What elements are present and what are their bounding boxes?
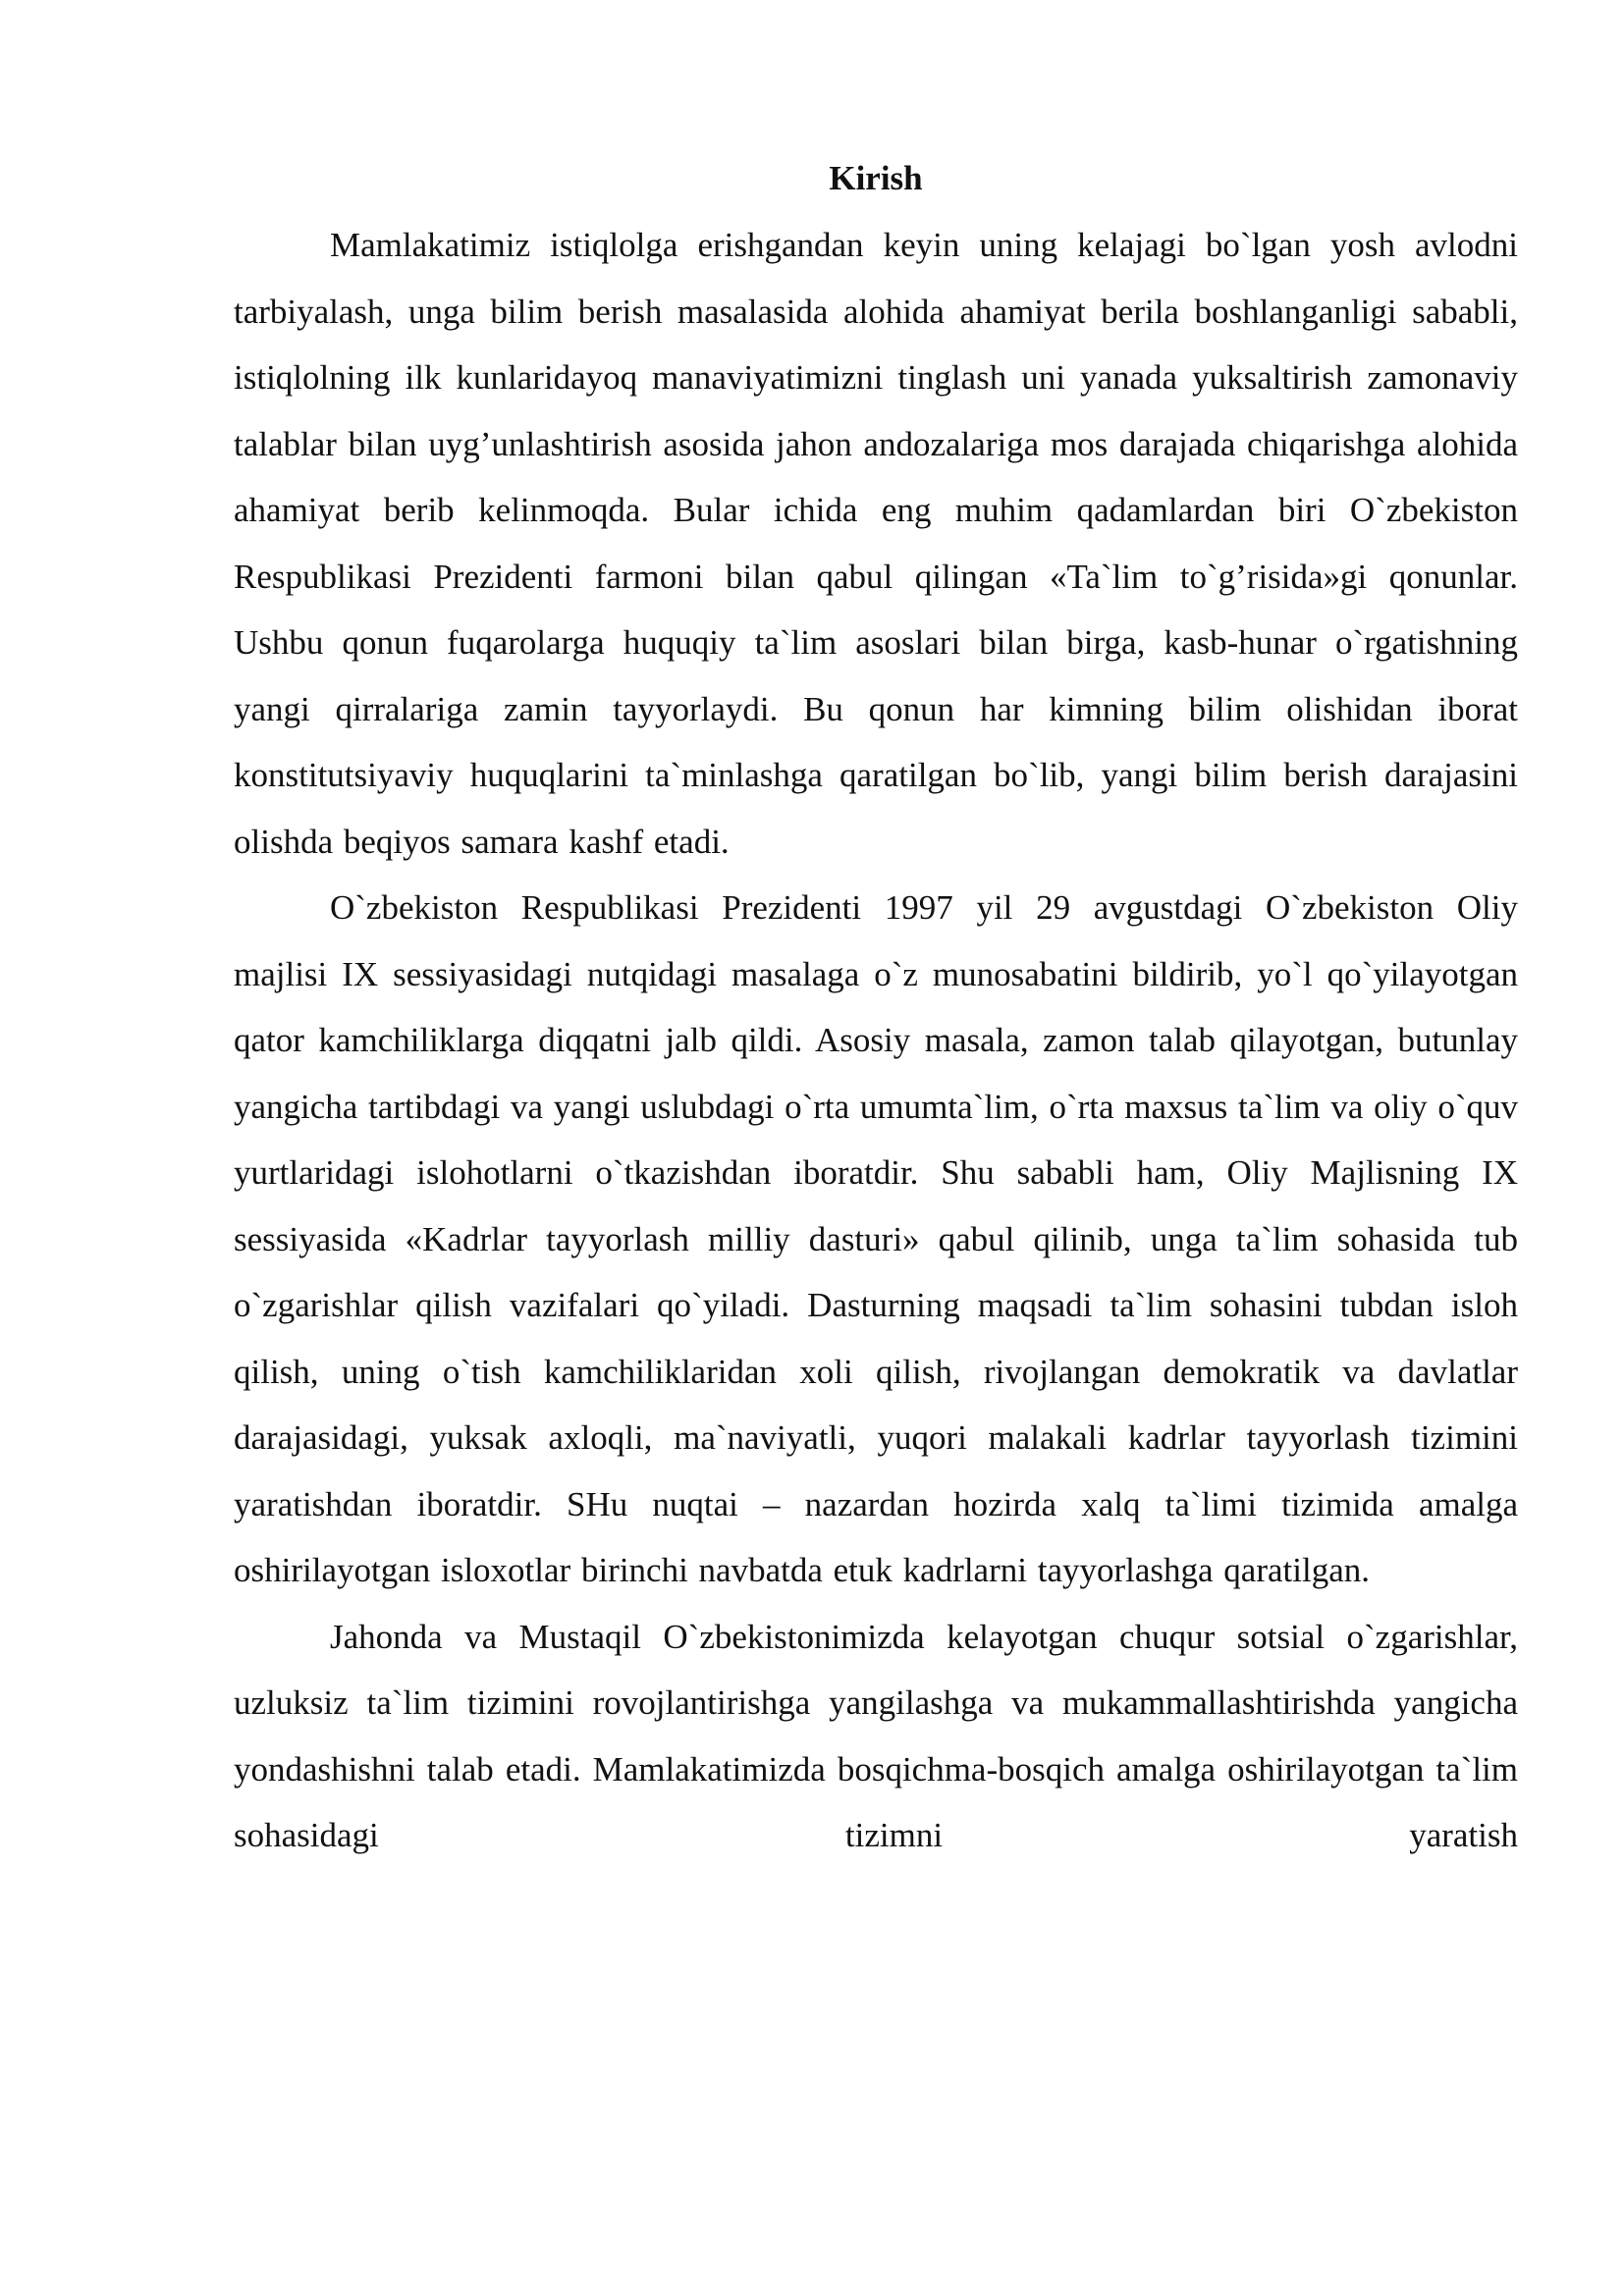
paragraph-president-speech: O`zbekiston Respublikasi Prezidenti 1997 yil 29 avgustdagi O`zbekiston Oliy majlisi IX sessiyasidagi nutqidagi masalaga o`z munosabatini bildirib, yo`l qo`yilayotgan qator kamchiliklarga diqqatni jalb qildi. Asosiy masala, zamon talab qilayotgan, butunlay yangicha tartibdagi va yangi uslubdagi o`rta umumta`lim, o`rta maxsus ta`lim va oliy o`quv yurtlaridagi islohotlarni o`tkazishdan iboratdir. Shu sababli ham, Oliy Majlisning IX sessiyasida «Kadrlar tayyorlash milliy dasturi» qabul qilinib, unga ta`lim sohasida tub o`zgarishlar qilish vazifalari qo`yiladi. Dasturning maqsadi ta`lim sohasini tubdan isloh qilish, uning o`tish kamchiliklaridan xoli qilish, rivojlangan demokratik va davlatlar darajasidagi, yuksak axloqli, ma`naviyatli, yuqori malakali kadrlar tayyorlash tizimini yaratishdan iboratdir. SHu nuqtai – nazardan hozirda xalq ta`limi tizimida amalga oshirilayotgan isloxotlar birinchi navbatda etuk kadrlarni tayyorlashga qaratilgan.	[234, 888, 1518, 1589]
paragraph-social-changes: Jahonda va Mustaqil O`zbekistonimizda kelayotgan chuqur sotsial o`zgarishlar, uzluksiz ta`lim tizimini rovojlantirishga yangilashga va mukammallashtirishda yangicha yondashishni talab etadi. Mamlakatimizda bosqichma-bosqich amalga oshirilayotgan ta`lim sohasidagi tizimni yaratish	[234, 1617, 1518, 1854]
paragraph-intro: Mamlakatimiz istiqlolga erishgandan keyin uning kelajagi bo`lgan yosh avlodni tarbiyalash, unga bilim berish masalasida alohida ahamiyat berila boshlanganligi sababli, istiqlolning ilk kunlaridayoq manaviyatimizni tinglash uni yanada yuksaltirish zamonaviy talablar bilan uyg’unlashtirish asosida jahon andozalariga mos darajada chiqarishga alohida ahamiyat berib kelinmoqda. Bular ichida eng muhim qadamlardan biri O`zbekiston Respublikasi Prezidenti farmoni bilan qabul qilingan «Ta`lim to`g’risida»gi qonunlar. Ushbu qonun fuqarolarga huquqiy ta`lim asoslari bilan birga, kasb-hunar o`rgatishning yangi qirralariga zamin tayyorlaydi. Bu qonun har kimning bilim olishidan iborat konstitutsiyaviy huquqlarini ta`minlashga qaratilgan bo`lib, yangi bilim berish darajasini olishda beqiyos samara kashf etadi.	[234, 226, 1518, 861]
document-title: Kirish	[829, 159, 923, 197]
document-body	[234, 147, 1518, 1869]
